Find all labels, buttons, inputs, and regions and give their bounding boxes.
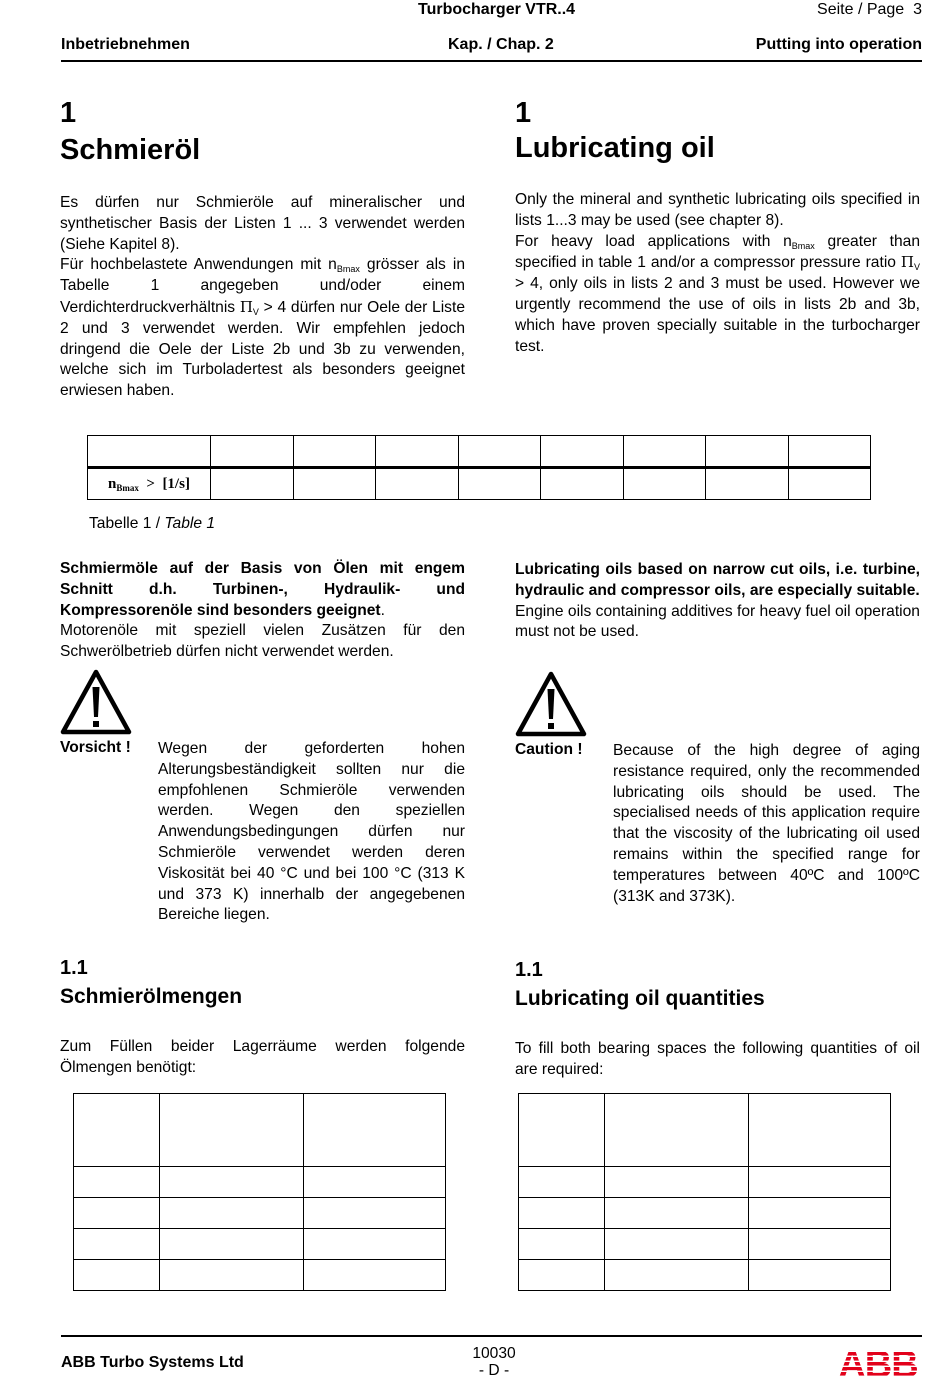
intro-text-part: For heavy load applications with n [515, 232, 792, 250]
oils-text-en [515, 560, 920, 643]
fill-text-en: To fill both bearing spaces the following quantities of oil are required: [515, 1040, 920, 1078]
subsection-number-en: 1.1 [515, 959, 543, 981]
table-cell [304, 1260, 446, 1291]
table-cell [376, 468, 459, 500]
table-cell [749, 1229, 891, 1260]
intro-text-part: greater than specified in table 1 and/or a compressor pressure ratio [515, 232, 920, 272]
doc-title: Turbocharger VTR..4 [418, 1, 576, 18]
table-1 [87, 435, 871, 500]
row-label-n: n [108, 475, 117, 492]
caution-text-de: Wegen der geforderten hohen Alterungsbeständigkeit sollten nur die empfohlenen Schmieröle verwenden werden. Wegen den speziellen Anwendungsbedingungen dürfen nur Schmieröle verwendet werden deren Viskosität bei 40 °C und bei 100 °C (313 K und 373 K) innerhalb der angegebenen Bereiche liegen. [158, 740, 465, 924]
table-cell [749, 1198, 891, 1229]
table-cell [605, 1094, 749, 1167]
page-number: Seite / Page 3 [817, 1, 922, 18]
intro-text-part: > 4 dürfen nur Oele der Liste 2 und 3 verwendet werden. Wir empfehlen jedoch dringend die Oele der Liste 2b und 3b zu verwenden, welche sich im Turboladertest als besonders geeignet erwiesen haben. [60, 298, 465, 400]
table-cell [211, 436, 294, 468]
company-name: ABB Turbo Systems Ltd [61, 1354, 244, 1371]
table-cell [160, 1167, 304, 1198]
fill-text-de: Zum Füllen beider Lagerräume werden folgende Ölmengen benötigt: [60, 1038, 465, 1076]
abb-logo [838, 1347, 918, 1379]
table-row [519, 1229, 891, 1260]
caution-text-en: Because of the high degree of aging resistance required, only the recommended lubricating oils should be used. The specialised needs of this application require that the viscosity of the lubricating oil used remains within the specified range for temperatures between 40ºC and 100ºC (313K and 373K). [613, 742, 920, 905]
oil-quantity-table-en [518, 1093, 891, 1291]
table-cell [605, 1198, 749, 1229]
caption-de: Tabelle 1 / [89, 515, 165, 532]
table-cell [293, 436, 376, 468]
language-code: - D - [478, 1362, 510, 1379]
table-cell [519, 1260, 605, 1291]
section-title-de: Schmieröl [60, 134, 201, 166]
table-cell [74, 1198, 160, 1229]
intro-paragraph-1-en: Only the mineral and synthetic lubricating oils specified in lists 1...3 may be used (see chapter 8). [515, 191, 920, 229]
subscript-bmax: Bmax [336, 264, 360, 275]
table-row [74, 1167, 446, 1198]
table-row [74, 1198, 446, 1229]
caution-label-de: Vorsicht ! [60, 739, 131, 756]
document-number: 10030 [472, 1345, 516, 1362]
table-cell [376, 436, 459, 468]
footer-rule [61, 1335, 922, 1337]
oils-bold-paragraph-en: Lubricating oils based on narrow cut oils, i.e. turbine, hydraulic and compressor oils, are especially suitable. [515, 561, 920, 599]
table-cell [160, 1198, 304, 1229]
table-cell [74, 1167, 160, 1198]
intro-paragraph-1-de: Es dürfen nur Schmieröle auf mineralischer und synthetischer Basis der Listen 1 ... 3 verwendet werden (Siehe Kapitel 8). [60, 194, 465, 253]
table-row [74, 1229, 446, 1260]
intro-text-part: Für hochbelastete Anwendungen mit n [60, 256, 337, 274]
table-row [74, 1260, 446, 1291]
table-cell [623, 436, 706, 468]
subscript-v: V [913, 262, 920, 273]
table-cell [304, 1198, 446, 1229]
table-cell [88, 436, 211, 468]
caution-label-en: Caution ! [515, 741, 583, 758]
table-cell [74, 1094, 160, 1167]
oils-paragraph-en: Engine oils containing additives for heavy fuel oil operation must not be used. [515, 602, 920, 641]
table-cell [519, 1229, 605, 1260]
section-number-en: 1 [515, 97, 532, 129]
section-number-de: 1 [60, 97, 77, 129]
table-cell [541, 436, 624, 468]
subscript-bmax: Bmax [791, 240, 815, 251]
table-cell [458, 436, 541, 468]
table-cell [160, 1229, 304, 1260]
row-label-nbmax [88, 468, 211, 500]
table-row [519, 1094, 891, 1167]
table-cell [160, 1260, 304, 1291]
subsection-title-en: Lubricating oil quantities [515, 987, 765, 1010]
oils-text-de [60, 559, 465, 663]
intro-text-en [515, 190, 920, 357]
subsection-number-de: 1.1 [60, 957, 88, 979]
table-row [88, 468, 871, 500]
table-row [74, 1094, 446, 1167]
table-cell [706, 468, 789, 500]
intro-text-de [60, 193, 465, 402]
table-row [519, 1260, 891, 1291]
table-cell [293, 468, 376, 500]
oils-bold-paragraph-de [60, 559, 465, 621]
subscript-v: V [252, 306, 259, 317]
oils-bold-end: . [380, 601, 385, 619]
warning-triangle-icon [60, 669, 132, 735]
table-cell [519, 1167, 605, 1198]
table-cell [160, 1094, 304, 1167]
oils-bold-text: Schmiermöle auf der Basis von Ölen mit engem Schnitt d.h. Turbinen-, Hydraulik- und Kompressorenöle sind besonders geeignet [60, 560, 465, 619]
oil-quantity-table-de [73, 1093, 446, 1291]
table-cell [605, 1260, 749, 1291]
pi-symbol: Π [900, 253, 914, 272]
table-1-caption [89, 515, 215, 533]
section-title-en: Lubricating oil [515, 132, 715, 164]
table-row [519, 1198, 891, 1229]
abb-logo-text: ABB [838, 1347, 918, 1379]
intro-text-part: > 4, only oils in lists 2 and 3 must be used. However we urgently recommend the use of oils in lists 2b and 3b, which have proven specially suitable in the turbocharger test. [515, 275, 920, 355]
table-cell [749, 1094, 891, 1167]
table-cell [788, 436, 871, 468]
table-cell [749, 1167, 891, 1198]
chapter-label: Kap. / Chap. 2 [448, 36, 554, 53]
table-row [519, 1167, 891, 1198]
oils-paragraph-de: Motorenöle mit speziell vielen Zusätzen für den Schwerölbetrieb dürfen nicht verwendet werden. [60, 622, 465, 661]
table-cell [623, 468, 706, 500]
table-cell [211, 468, 294, 500]
table-cell [605, 1229, 749, 1260]
table-cell [541, 468, 624, 500]
table-cell [74, 1260, 160, 1291]
table-cell [788, 468, 871, 500]
table-cell [304, 1094, 446, 1167]
table-cell [519, 1094, 605, 1167]
intro-paragraph-2-en [515, 232, 920, 358]
table-row [88, 436, 871, 468]
intro-paragraph-2-de [60, 255, 465, 402]
section-label-en: Putting into operation [755, 36, 922, 53]
row-label-unit: > [1/s] [138, 475, 190, 492]
table-cell [304, 1229, 446, 1260]
row-label-subscript: Bmax [116, 482, 139, 493]
subsection-title-de: Schmierölmengen [60, 985, 243, 1008]
section-label-de: Inbetriebnehmen [61, 36, 190, 53]
warning-triangle-icon [515, 671, 587, 737]
table-cell [458, 468, 541, 500]
table-cell [304, 1167, 446, 1198]
table-cell [706, 436, 789, 468]
pi-symbol: Π [239, 297, 253, 316]
caption-en: Table 1 [164, 515, 216, 532]
table-cell [749, 1260, 891, 1291]
table-cell [605, 1167, 749, 1198]
table-cell [74, 1229, 160, 1260]
header-rule [61, 60, 922, 62]
table-cell [519, 1198, 605, 1229]
intro-text-part: grösser als in Tabelle 1 angegeben und/oder einem Verdichterdruckverhältnis [60, 256, 465, 316]
